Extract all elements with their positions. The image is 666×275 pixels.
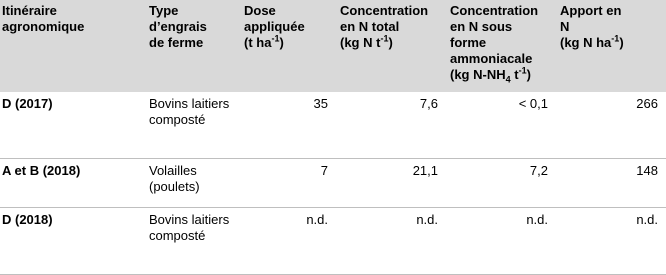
header-dose (240, 0, 336, 92)
header-itineraire (0, 0, 145, 92)
header-line: Concentration (450, 3, 539, 18)
header-line: Dose (244, 3, 276, 18)
header-line: en N total (340, 19, 400, 34)
cell-n-ammoniacal: n.d. (446, 208, 556, 275)
cell-itineraire: A et B (2018) (0, 159, 145, 208)
cell-dose: 35 (240, 92, 336, 159)
cell-apport: 148 (556, 159, 666, 208)
cell-n-total: 7,6 (336, 92, 446, 159)
header-line: Type (149, 3, 179, 18)
header-line: en N sous (450, 19, 513, 34)
header-line: forme (450, 35, 487, 50)
cell-n-ammoniacal: < 0,1 (446, 92, 556, 159)
header-unit: (kg N $t^{-1}$) (340, 33, 393, 50)
cell-apport: n.d. (556, 208, 666, 275)
cell-n-total: 21,1 (336, 159, 446, 208)
header-line: Itinéraire (2, 3, 57, 18)
header-line: ammoniacale (450, 51, 533, 66)
header-line: d’engrais (149, 19, 207, 34)
cell-n-ammoniacal: 7,2 (446, 159, 556, 208)
header-line: Concentration (340, 3, 429, 18)
header-line: Apport en (560, 3, 622, 18)
cell-dose: 7 (240, 159, 336, 208)
cell-type: Bovins laitiers composté (145, 208, 240, 275)
cell-type: Bovins laitiers composté (145, 92, 240, 159)
header-unit: (t $ha^{-1}$) (244, 33, 284, 50)
table-row (0, 159, 666, 208)
header-line: appliquée (244, 19, 305, 34)
header-line: agronomique (2, 19, 85, 34)
header-type (145, 0, 240, 92)
header-n-ammoniacal (446, 0, 556, 92)
cell-n-total: n.d. (336, 208, 446, 275)
cell-dose: n.d. (240, 208, 336, 275)
header-unit: (kg $N-NH_4$ $t^{-1}$) (450, 65, 531, 85)
header-line: de ferme (149, 35, 204, 50)
table-header-row (0, 0, 666, 92)
header-apport (556, 0, 666, 92)
header-line: N (560, 19, 570, 34)
cell-itineraire: D (2018) (0, 208, 145, 275)
table-row (0, 92, 666, 159)
cell-apport: 266 (556, 92, 666, 159)
cell-type: Volailles (poulets) (145, 159, 240, 208)
header-n-total (336, 0, 446, 92)
table-row (0, 208, 666, 275)
cell-itineraire: D (2017) (0, 92, 145, 159)
header-unit: (kg N $ha^{-1}$) (560, 33, 624, 50)
